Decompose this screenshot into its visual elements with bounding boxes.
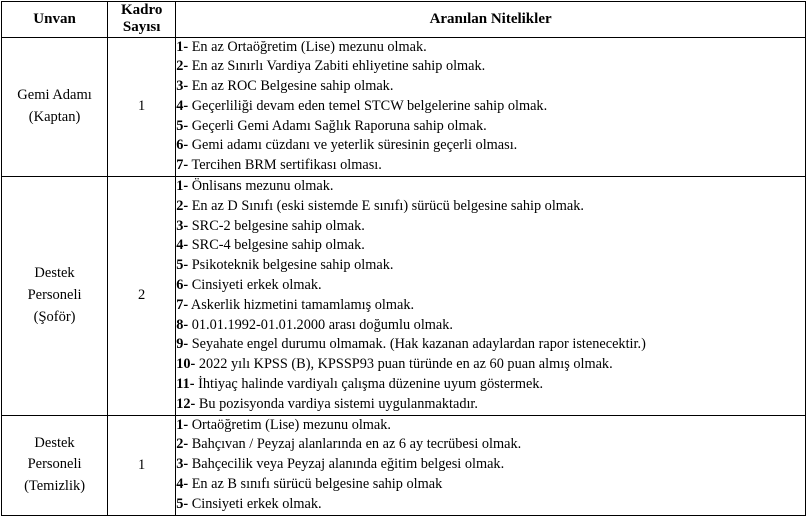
qualification-text: En az Ortaöğretim (Lise) mezunu olmak.: [191, 38, 427, 55]
qualification-text: SRC-4 belgesine sahip olmak.: [191, 237, 365, 254]
table-header: [2, 2, 806, 38]
qualification-text: SRC-2 belgesine sahip olmak.: [191, 217, 365, 234]
qualification-item: [176, 495, 805, 515]
row-count-cell: 1: [108, 37, 176, 177]
qualification-text: Tercihen BRM sertifikası olması.: [191, 157, 382, 174]
row-title-line: Gemi Adamı: [17, 87, 92, 104]
row-title-cell: [2, 415, 108, 515]
qualification-item: [176, 475, 805, 495]
row-qualifications-cell: [176, 37, 806, 177]
qualification-text: Bahçıvan / Peyzaj alanlarında en az 6 ay tecrübesi olmak.: [191, 436, 522, 453]
row-title-line: (Temizlik): [24, 478, 86, 494]
qualification-number: 1-: [176, 416, 189, 433]
qualification-number: 6-: [176, 277, 189, 294]
qualification-item: [176, 156, 805, 176]
qualification-text: Geçerliliği devam eden temel STCW belgelerine sahip olmak.: [191, 97, 548, 114]
row-title-line: Destek: [34, 265, 75, 282]
qualification-item: [176, 335, 805, 355]
qualification-text: En az Sınırlı Vardiya Zabiti ehliyetine sahip olmak.: [191, 58, 486, 75]
qualification-item: [176, 355, 805, 375]
qualification-text: İhtiyaç halinde vardiyalı çalışma düzenine uyum göstermek.: [198, 376, 544, 393]
qualification-number: 11-: [176, 376, 195, 393]
qualification-item: [176, 395, 805, 415]
qualification-number: 5-: [176, 257, 189, 274]
qualification-number: 10-: [176, 356, 196, 373]
column-header-count: [108, 2, 176, 38]
qualification-item: [176, 236, 805, 256]
row-title-line: Personeli: [27, 286, 82, 303]
qualification-number: 7-: [176, 296, 189, 313]
qualification-item: [176, 416, 805, 436]
qualification-text: Ortaöğretim (Lise) mezunu olmak.: [191, 416, 392, 433]
qualification-text: En az ROC Belgesine sahip olmak.: [191, 78, 394, 95]
qualification-text: Psikoteknik belgesine sahip olmak.: [191, 257, 394, 274]
qualification-number: 2-: [176, 58, 189, 75]
qualification-item: [176, 117, 805, 137]
row-title-line: (Kaptan): [28, 108, 81, 125]
qualification-item: [176, 77, 805, 97]
qualification-number: 4-: [176, 476, 189, 493]
row-title-line: (Şoför): [33, 308, 76, 325]
qualification-text: En az D Sınıfı (eski sistemde E sınıfı) sürücü belgesine sahip olmak.: [191, 197, 584, 214]
row-title-cell: [2, 177, 108, 416]
qualification-number: 8-: [176, 316, 189, 333]
qualification-text: Cinsiyeti erkek olmak.: [191, 277, 322, 294]
qualification-number: 12-: [176, 395, 196, 412]
table-row: [2, 177, 806, 416]
qualification-text: En az B sınıfı sürücü belgesine sahip olmak: [191, 476, 443, 493]
column-header-count-line-1: Kadro: [120, 2, 163, 18]
qualification-text: 2022 yılı KPSS (B), KPSSP93 puan türünde en az 60 puan almış olmak.: [198, 356, 613, 373]
row-title-line: Destek: [34, 434, 75, 451]
table-body: [2, 37, 806, 515]
qualification-number: 3-: [176, 78, 189, 95]
qualification-text: Bahçecilik veya Peyzaj alanında eğitim belgesi olmak.: [191, 456, 505, 473]
qualification-number: 6-: [176, 137, 189, 154]
qualification-item: [176, 97, 805, 117]
column-header-title: Unvan: [2, 2, 108, 38]
qualification-text: Önlisans mezunu olmak.: [191, 178, 334, 195]
qualification-number: 2-: [176, 436, 189, 453]
qualification-item: [176, 136, 805, 156]
qualification-text: Askerlik hizmetini tamamlamış olmak.: [190, 296, 415, 313]
qualification-item: [176, 197, 805, 217]
qualification-item: [176, 435, 805, 455]
table-row: [2, 37, 806, 177]
qualification-number: 5-: [176, 117, 189, 134]
qualification-item: [176, 296, 805, 316]
qualification-item: [176, 57, 805, 77]
row-count-cell: 2: [108, 177, 176, 416]
row-title-cell: [2, 37, 108, 177]
column-header-count-line-2: Sayısı: [122, 19, 161, 36]
qualification-text: Gemi adamı cüzdanı ve yeterlik süresinin geçerli olması.: [191, 137, 518, 154]
qualification-number: 5-: [176, 495, 189, 512]
table-row: [2, 415, 806, 515]
qualification-number: 4-: [176, 97, 189, 114]
qualification-number: 7-: [176, 157, 189, 174]
row-qualifications-cell: [176, 177, 806, 416]
row-count-cell: 1: [108, 415, 176, 515]
qualification-item: [176, 38, 805, 58]
qualification-text: Geçerli Gemi Adamı Sağlık Raporuna sahip olmak.: [191, 117, 487, 134]
qualification-number: 3-: [176, 217, 189, 234]
qualification-text: Cinsiyeti erkek olmak.: [191, 495, 322, 512]
qualifications-table: [1, 1, 806, 516]
table-header-row: [2, 2, 806, 38]
qualification-item: [176, 177, 805, 197]
qualification-number: 1-: [176, 178, 189, 195]
qualification-number: 9-: [176, 336, 189, 353]
qualification-item: [176, 217, 805, 237]
row-title-line: Personeli: [27, 456, 82, 473]
row-qualifications-cell: [176, 415, 806, 515]
qualification-item: [176, 316, 805, 336]
qualification-item: [176, 455, 805, 475]
qualification-item: [176, 375, 805, 395]
qualification-item: [176, 256, 805, 276]
qualification-number: 2-: [176, 197, 189, 214]
qualification-number: 4-: [176, 237, 189, 254]
qualification-number: 3-: [176, 456, 189, 473]
qualification-text: 01.01.1992-01.01.2000 arası doğumlu olmak.: [191, 316, 453, 333]
qualification-text: Bu pozisyonda vardiya sistemi uygulanmaktadır.: [198, 395, 478, 412]
qualification-text: Seyahate engel durumu olmamak. (Hak kazanan adaylardan rapor istenecektir.): [191, 336, 646, 353]
column-header-qualifications: Aranılan Nitelikler: [176, 2, 806, 38]
qualification-number: 1-: [176, 38, 189, 55]
qualification-item: [176, 276, 805, 296]
